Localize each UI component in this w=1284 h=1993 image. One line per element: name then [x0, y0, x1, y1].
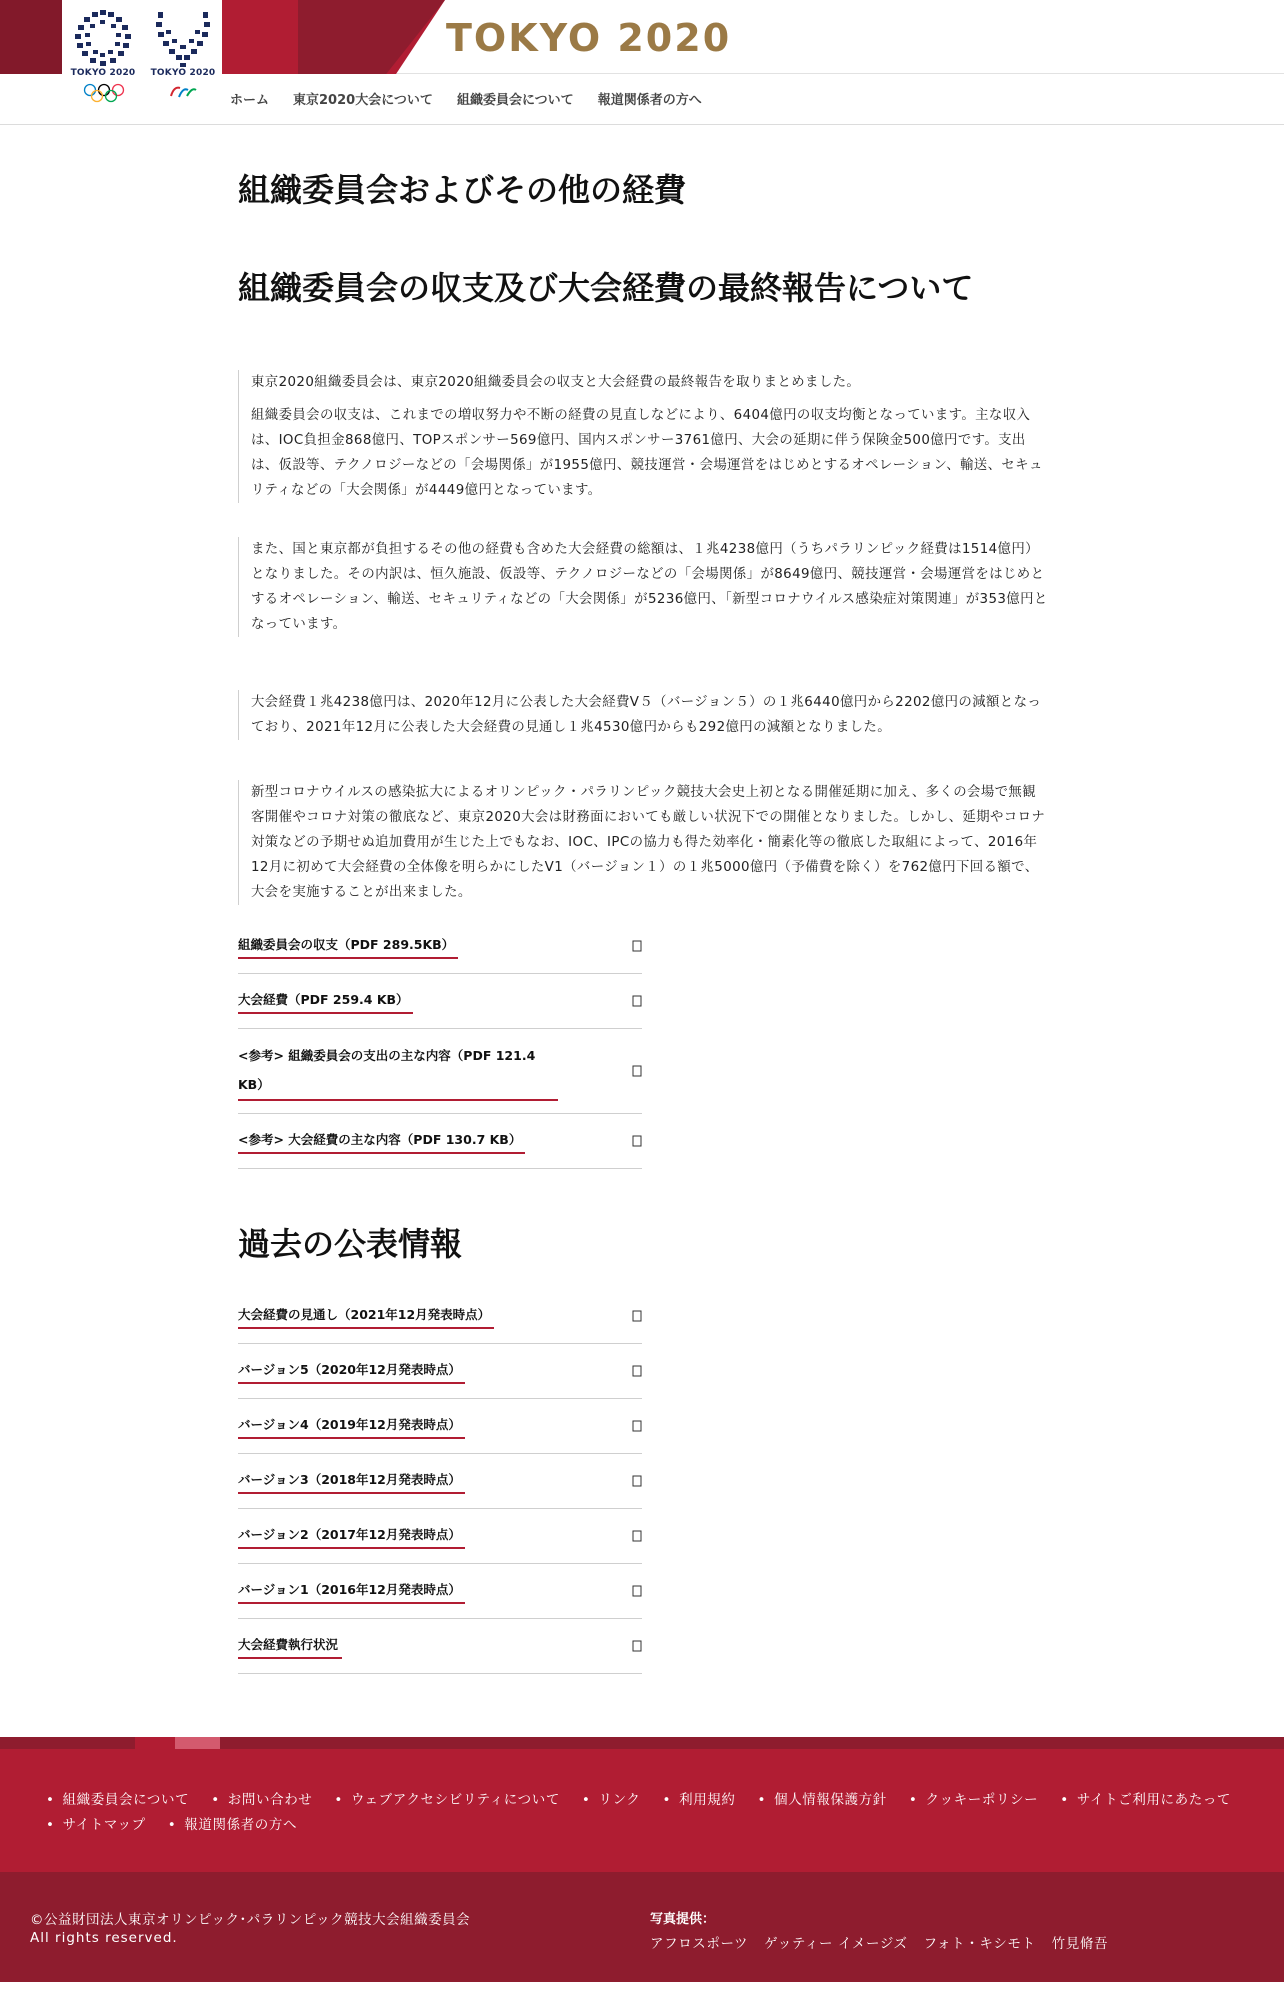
- logo-area[interactable]: [62, 0, 222, 112]
- photo-credits: [650, 1932, 1108, 1952]
- list-item: [238, 1029, 642, 1114]
- footer-bottom: [0, 1872, 1284, 1982]
- download-link-games-cost-detail[interactable]: <参考> 大会経費の主な内容（PDF 130.7 KB）: [238, 1128, 525, 1154]
- footer-link-cookie[interactable]: • クッキーポリシー: [909, 1788, 1038, 1808]
- section-title-final-report: 組織委員会の収支及び大会経費の最終報告について: [238, 269, 974, 307]
- footer-link-site-usage[interactable]: • サイトご利用にあたって: [1060, 1788, 1231, 1808]
- download-icon[interactable]: [632, 1310, 642, 1322]
- past-link-version3[interactable]: バージョン3（2018年12月発表時点）: [238, 1468, 465, 1494]
- footer-links-area: [0, 1737, 1284, 1872]
- text-block-total-cost: [238, 537, 1048, 637]
- download-icon[interactable]: [632, 1365, 642, 1377]
- paralympic-logo-caption: TOKYO 2020: [150, 68, 216, 78]
- footer-stripe-accent: [135, 1737, 175, 1749]
- footer-link-about[interactable]: • 組織委員会について: [46, 1788, 189, 1808]
- global-nav: [230, 89, 702, 108]
- list-item: [238, 1509, 642, 1564]
- paragraph: 東京2020組織委員会は、東京2020組織委員会の収支と大会経費の最終報告を取りまとめました。: [251, 375, 861, 390]
- photo-credit-label: 写真提供：: [650, 1912, 716, 1927]
- past-link-version2[interactable]: バージョン2（2017年12月発表時点）: [238, 1523, 465, 1549]
- olympic-rings-icon: [82, 83, 126, 103]
- footer-link-links[interactable]: • リンク: [582, 1788, 641, 1808]
- list-item: [238, 1344, 642, 1399]
- nav-press[interactable]: 報道関係者の方へ: [597, 93, 702, 108]
- paragraph: 新型コロナウイルスの感染拡大によるオリンピック・パラリンピック競技大会史上初となる開催延期に加え、多くの会場で無観客開催やコロナ対策の徹底など、東京2020大会は財務面においても厳しい状況下での開催となりました。しかし、延期やコロナ対策などの予期せぬ追加費用が生じた上でもなお、IOC、IPCの協力も得た効率化・簡素化等の徹底した取組によって、2016年12月に初めて大会経費の全体像を明らかにしたV1（バージョン１）の１兆5000億円（予備費を除く）を762億円下回る額で、大会を実施することが出来ました。: [251, 785, 1046, 900]
- site-header: [0, 0, 1284, 125]
- rights-text: All rights reserved.: [30, 1930, 178, 1946]
- nav-about-committee[interactable]: 組織委員会について: [456, 93, 574, 108]
- copyright-text: ©公益財団法人東京オリンピック･パラリンピック競技大会組織委員会: [30, 1912, 471, 1928]
- agitos-icon: [168, 84, 198, 100]
- past-link-execution-status[interactable]: 大会経費執行状況: [238, 1633, 342, 1659]
- download-link-games-cost[interactable]: 大会経費（PDF 259.4 KB）: [238, 988, 413, 1014]
- past-link-version1[interactable]: バージョン1（2016年12月発表時点）: [238, 1578, 465, 1604]
- text-block-reduction: [238, 690, 1048, 740]
- download-icon[interactable]: [632, 1640, 642, 1652]
- download-icon[interactable]: [632, 1420, 642, 1432]
- paragraph: 組織委員会の収支は、これまでの増収努力や不断の経費の見直しなどにより、6404億円の収支均衡となっています。主な収入は、IOC負担金868億円、TOPスポンサー569億円、国内スポンサー3761億円、大会の延期に伴う保険金500億円です。支出は、仮設等、テクノロジーなどの「会場関係」が1955億円、競技運営・会場運営をはじめとするオペレーション、輸送、セキュリティなどの「大会関係」が4449億円となっています。: [251, 408, 1043, 498]
- footer-link-privacy[interactable]: • 個人情報保護方針: [758, 1788, 887, 1808]
- footer-link-terms[interactable]: • 利用規約: [663, 1788, 736, 1808]
- nav-about-games[interactable]: 東京2020大会について: [293, 93, 433, 108]
- olympic-logo-caption: TOKYO 2020: [70, 68, 136, 78]
- footer-link-accessibility[interactable]: • ウェブアクセシビリティについて: [334, 1788, 560, 1808]
- text-block-summary: [238, 780, 1048, 905]
- past-info-list: [238, 1289, 642, 1674]
- footer-nav: [46, 1788, 1266, 1833]
- footer-link-press[interactable]: • 報道関係者の方へ: [168, 1813, 297, 1833]
- header-mid-band: [298, 0, 445, 74]
- list-item: [238, 1564, 642, 1619]
- list-item: [238, 1289, 642, 1344]
- list-item: [238, 1114, 642, 1169]
- download-icon[interactable]: [632, 995, 642, 1007]
- photo-credit: 竹見脩吾: [1051, 1936, 1109, 1952]
- past-link-version5[interactable]: バージョン5（2020年12月発表時点）: [238, 1358, 465, 1384]
- footer-link-sitemap[interactable]: • サイトマップ: [46, 1813, 146, 1833]
- photo-credit: フォト・キシモト: [923, 1936, 1036, 1952]
- section-title-past-info: 過去の公表情報: [238, 1225, 463, 1263]
- photo-credit: アフロスポーツ: [650, 1936, 749, 1952]
- download-icon[interactable]: [632, 1135, 642, 1147]
- footer-link-contact[interactable]: • お問い合わせ: [211, 1788, 312, 1808]
- list-item: [238, 974, 642, 1029]
- list-item: [238, 919, 642, 974]
- list-item: [238, 1619, 642, 1674]
- download-icon[interactable]: [632, 1475, 642, 1487]
- download-icon[interactable]: [632, 1530, 642, 1542]
- page-title: 組織委員会およびその他の経費: [238, 171, 687, 209]
- download-icon[interactable]: [632, 1585, 642, 1597]
- nav-home[interactable]: ホーム: [230, 93, 270, 108]
- footer-stripe-accent: [175, 1737, 220, 1749]
- past-link-version4[interactable]: バージョン4（2019年12月発表時点）: [238, 1413, 465, 1439]
- download-icon[interactable]: [632, 1065, 642, 1077]
- paragraph: 大会経費１兆4238億円は、2020年12月に公表した大会経費V５（バージョン５）の１兆6440億円から2202億円の減額となっており、2021年12月に公表した大会経費の見通し１兆4530億円からも292億円の減額となりました。: [251, 695, 1042, 735]
- header-dark-band: [0, 0, 62, 74]
- text-block-intro: [238, 370, 1048, 503]
- paralympic-emblem-icon[interactable]: [152, 8, 214, 70]
- list-item: [238, 1454, 642, 1509]
- list-item: [238, 1399, 642, 1454]
- past-link-forecast-2021[interactable]: 大会経費の見通し（2021年12月発表時点）: [238, 1303, 494, 1329]
- download-link-committee-budget[interactable]: 組織委員会の収支（PDF 289.5KB）: [238, 933, 458, 959]
- olympic-emblem-icon[interactable]: [72, 8, 134, 70]
- download-link-committee-expenditure[interactable]: <参考> 組織委員会の支出の主な内容（PDF 121.4 KB）: [238, 1041, 558, 1101]
- tokyo2020-wordmark[interactable]: TOKYO 2020: [446, 16, 732, 60]
- photo-credit: ゲッティー イメージズ: [764, 1936, 908, 1952]
- download-list: [238, 919, 642, 1169]
- download-icon[interactable]: [632, 940, 642, 952]
- paragraph: また、国と東京都が負担するその他の経費も含めた大会経費の総額は、１兆4238億円（うちパラリンピック経費は1514億円）となりました。その内訳は、恒久施設、仮設等、テクノロジーなどの「会場関係」が8649億円、競技運営・会場運営をはじめとするオペレーション、輸送、セキュリティなどの「大会関係」が5236億円、「新型コロナウイルス感染症対策関連」が353億円となっています。: [251, 542, 1048, 632]
